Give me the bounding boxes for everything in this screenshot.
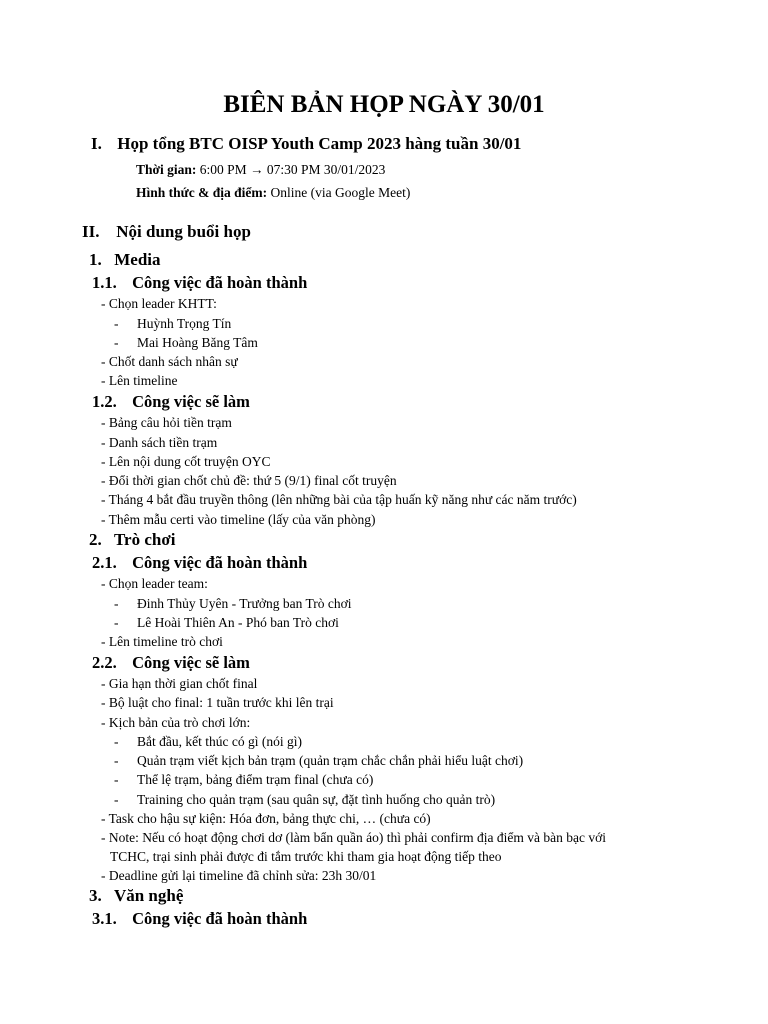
page-title: BIÊN BẢN HỌP NGÀY 30/01 <box>223 91 545 118</box>
section-1-number: I. <box>91 134 102 153</box>
sub-list-item <box>0 770 768 789</box>
media-done-title: Công việc đã hoàn thành <box>132 273 308 292</box>
section-1-title: Họp tổng BTC OISP Youth Camp 2023 hàng tuần 30/01 <box>117 134 522 153</box>
time-label: Thời gian: <box>136 162 197 177</box>
list-item: - Chọn leader KHTT: <box>101 296 217 311</box>
leader-name: Đinh Thủy Uyên - Trưởng ban Trò chơi <box>137 596 352 611</box>
list-item: - Lên nội dung cốt truyện OYC <box>101 454 271 469</box>
arts-number: 3. <box>89 886 102 905</box>
games-todo-title: Công việc sẽ làm <box>132 653 250 672</box>
dash: - <box>114 596 119 611</box>
dash: - <box>114 753 119 768</box>
list-item: - Chọn leader team: <box>101 576 208 591</box>
sub-list-item <box>0 613 768 632</box>
media-number: 1. <box>89 250 102 269</box>
list-item: - Task cho hậu sự kiện: Hóa đơn, bảng thực chi, … (chưa có) <box>101 811 431 826</box>
games-todo-number: 2.2. <box>92 653 117 672</box>
dash: - <box>114 316 119 331</box>
list-item: - Gia hạn thời gian chốt final <box>101 676 258 691</box>
arts-done-number: 3.1. <box>92 909 117 928</box>
sub-list-item <box>0 790 768 809</box>
list-item: - Lên timeline trò chơi <box>101 634 223 649</box>
script-item: Thể lệ trạm, bảng điểm trạm final (chưa có) <box>137 772 374 787</box>
section-2-number: II. <box>82 222 100 241</box>
arts-done-heading <box>92 908 307 930</box>
arts-done-title: Công việc đã hoàn thành <box>132 909 308 928</box>
section-2-title: Nội dung buổi họp <box>116 222 251 241</box>
games-done-title: Công việc đã hoàn thành <box>132 553 308 572</box>
dash: - <box>114 734 119 749</box>
leader-name: Lê Hoài Thiên An - Phó ban Trò chơi <box>137 615 339 630</box>
games-todo-heading <box>92 652 250 674</box>
list-item: - Note: Nếu có hoạt động chơi dơ (làm bẩn quần áo) thì phải confirm địa điểm và bàn bạc với <box>101 830 607 845</box>
dash: - <box>114 792 119 807</box>
list-item: - Danh sách tiền trạm <box>101 435 218 450</box>
list-item: - Deadline gửi lại timeline đã chỉnh sửa: 23h 30/01 <box>101 868 377 883</box>
list-item-continuation: TCHC, trại sinh phải được đi tắm trước khi tham gia hoạt động tiếp theo <box>110 849 502 864</box>
sub-list-item <box>0 751 768 770</box>
media-todo-title: Công việc sẽ làm <box>132 392 250 411</box>
time-value: 6:00 PM → 07:30 PM 30/01/2023 <box>199 162 386 177</box>
place-label: Hình thức & địa điểm: <box>136 185 268 200</box>
section-1-heading <box>91 133 521 155</box>
section-2-heading <box>82 221 251 243</box>
list-item: - Lên timeline <box>101 373 178 388</box>
list-item: - Bộ luật cho final: 1 tuần trước khi lên trại <box>101 695 334 710</box>
script-item: Training cho quản trạm (sau quân sự, đặt tình huống cho quản trò) <box>137 792 496 807</box>
dash: - <box>114 335 119 350</box>
sub-list-item <box>0 732 768 751</box>
media-todo-heading <box>92 391 250 413</box>
leader-name: Mai Hoàng Băng Tâm <box>137 335 258 350</box>
list-item: - Đổi thời gian chốt chủ đề: thứ 5 (9/1) final cốt truyện <box>101 473 397 488</box>
arts-title: Văn nghệ <box>113 886 184 905</box>
dash: - <box>114 615 119 630</box>
media-title: Media <box>114 250 161 269</box>
media-todo-number: 1.2. <box>92 392 117 411</box>
list-item: - Thêm mẫu certi vào timeline (lấy của văn phòng) <box>101 512 376 527</box>
list-item: - Bảng câu hỏi tiền trạm <box>101 415 232 430</box>
dash: - <box>114 772 119 787</box>
script-item: Bắt đầu, kết thúc có gì (nói gì) <box>137 734 302 749</box>
arts-heading <box>89 885 183 907</box>
games-heading <box>89 529 175 551</box>
meeting-place <box>136 183 410 203</box>
list-item: - Chốt danh sách nhân sự <box>101 354 238 369</box>
media-done-number: 1.1. <box>92 273 117 292</box>
media-heading <box>89 249 161 271</box>
games-done-number: 2.1. <box>92 553 117 572</box>
leader-name: Huỳnh Trọng Tín <box>137 316 232 331</box>
list-item: - Kịch bản của trò chơi lớn: <box>101 715 251 730</box>
sub-list-item <box>0 333 768 352</box>
meeting-time <box>136 160 385 180</box>
games-title: Trò chơi <box>113 530 176 549</box>
list-item: - Tháng 4 bắt đầu truyền thông (lên những bài của tập huấn kỹ năng như các năm trước) <box>101 492 577 507</box>
media-done-heading <box>92 272 307 294</box>
place-value: Online (via Google Meet) <box>270 185 411 200</box>
sub-list-item <box>0 314 768 333</box>
games-done-heading <box>92 552 307 574</box>
sub-list-item <box>0 594 768 613</box>
games-number: 2. <box>89 530 102 549</box>
script-item: Quản trạm viết kịch bản trạm (quản trạm chắc chắn phải hiểu luật chơi) <box>137 753 524 768</box>
